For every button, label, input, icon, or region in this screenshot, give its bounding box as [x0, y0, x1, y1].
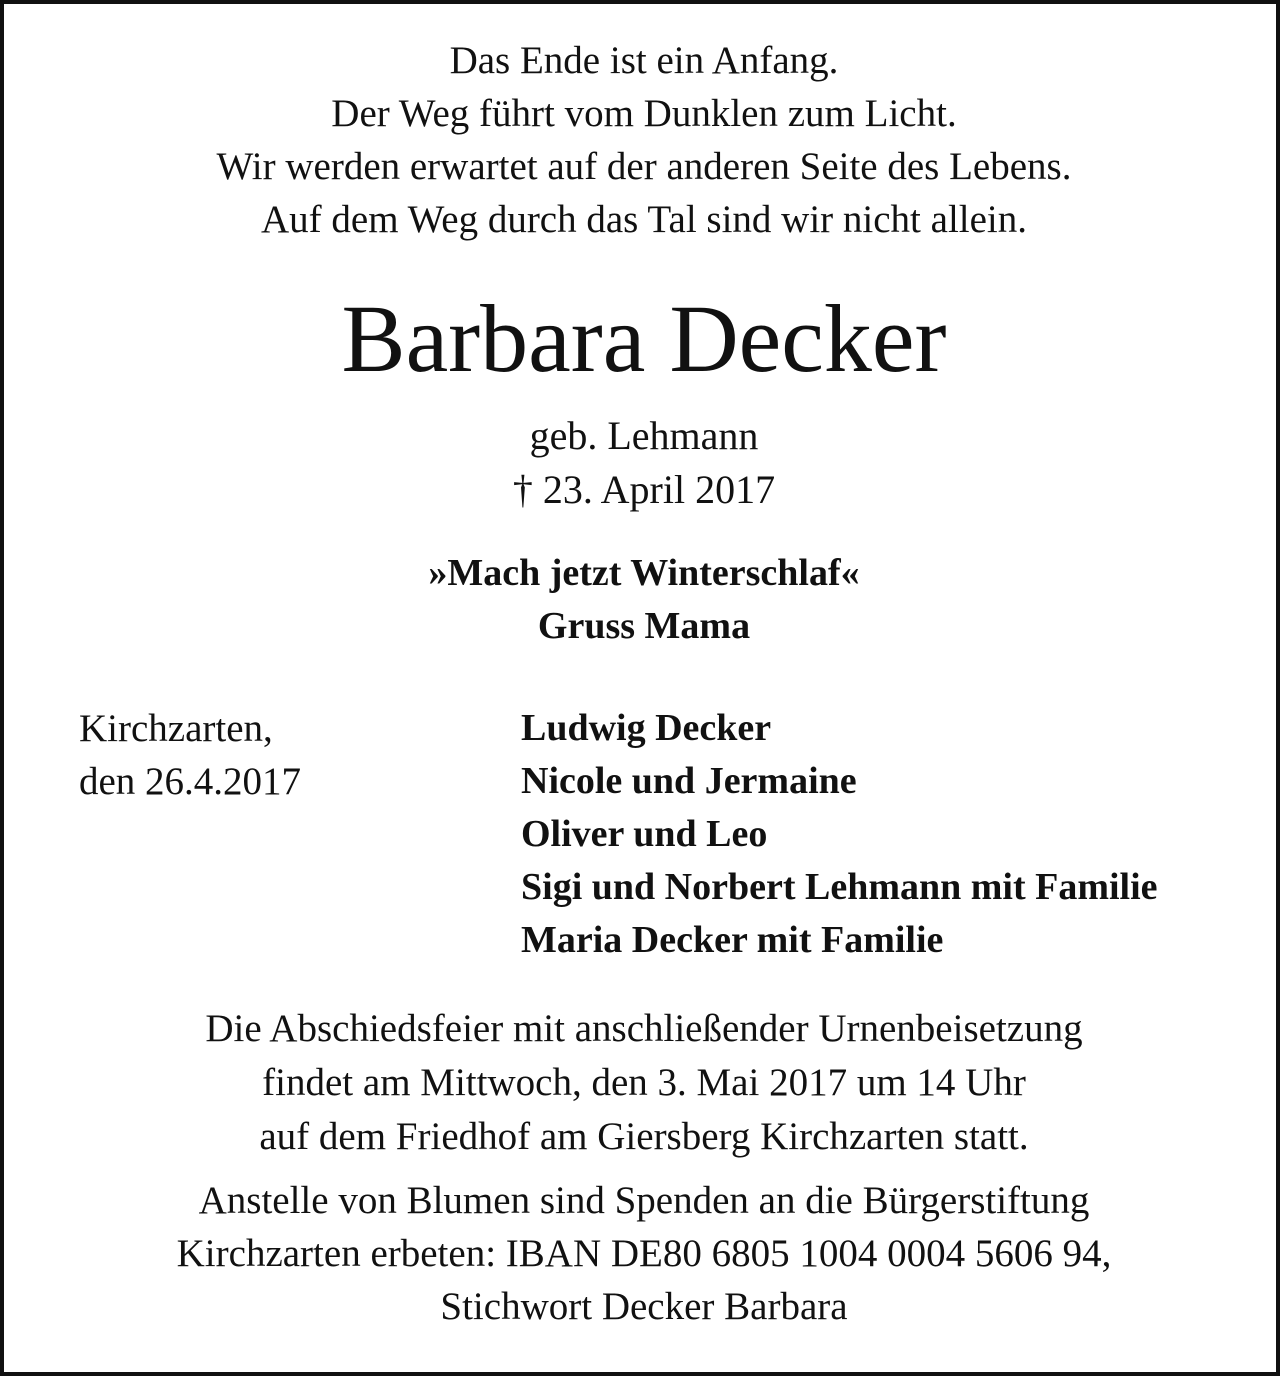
place: Kirchzarten, [79, 707, 273, 750]
ceremony-notice [4, 1002, 1280, 1164]
donation-line: Kirchzarten erbeten: IBAN DE80 6805 1004 0004 5606 94, [176, 1232, 1112, 1275]
date: den 26.4.2017 [79, 760, 302, 803]
quote-text: »Mach jetzt Winterschlaf« [428, 552, 860, 594]
place-date [79, 702, 301, 808]
quote-block [4, 547, 1280, 653]
mourner: Ludwig Decker [521, 707, 772, 749]
poem-line: Wir werden erwartet auf der anderen Seite des Lebens. [216, 145, 1072, 188]
poem [4, 34, 1280, 246]
death-date: † 23. April 2017 [512, 467, 776, 512]
poem-line: Der Weg führt vom Dunklen zum Licht. [331, 92, 957, 135]
mourner: Maria Decker mit Familie [521, 919, 944, 961]
mourners-list [521, 702, 1158, 967]
donation-line: Stichwort Decker Barbara [440, 1285, 848, 1328]
mourner: Nicole und Jermaine [521, 760, 857, 802]
mourner: Sigi und Norbert Lehmann mit Familie [521, 866, 1158, 908]
poem-line: Das Ende ist ein Anfang. [449, 39, 839, 82]
donation-notice [4, 1174, 1280, 1333]
birth-name: geb. Lehmann [529, 413, 759, 458]
deceased-name: Barbara Decker [341, 285, 947, 392]
mourner: Oliver und Leo [521, 813, 768, 855]
ceremony-line: auf dem Friedhof am Giersberg Kirchzarten statt. [259, 1115, 1029, 1158]
ceremony-line: Die Abschiedsfeier mit anschließender Urnenbeisetzung [205, 1007, 1083, 1050]
quote-signature: Gruss Mama [537, 605, 751, 647]
poem-line: Auf dem Weg durch das Tal sind wir nicht allein. [260, 198, 1028, 241]
deceased-details [4, 409, 1280, 517]
donation-line: Anstelle von Blumen sind Spenden an die Bürgerstiftung [198, 1179, 1090, 1222]
ceremony-line: findet am Mittwoch, den 3. Mai 2017 um 14 Uhr [262, 1061, 1026, 1104]
